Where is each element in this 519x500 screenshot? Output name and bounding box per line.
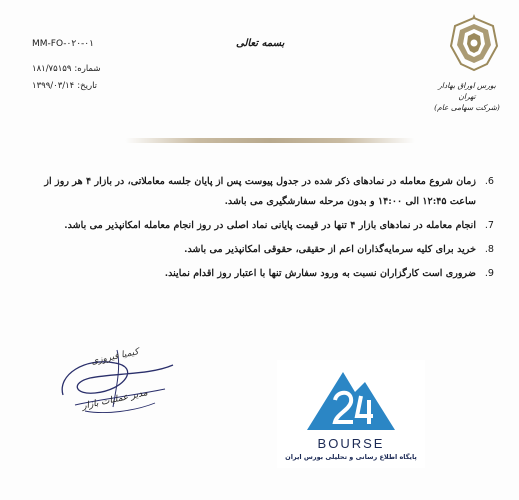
list-item [30, 264, 494, 284]
tehran-stock-exchange-seal-logo [447, 14, 501, 76]
header-divider [125, 138, 415, 143]
item-text: ضروری است کارگزاران نسبت به ورود سفارش تنها با اعتبار روز اقدام نمایند. [164, 268, 476, 279]
document-code: MM-FO-۰۲۰-۰۱ [32, 39, 94, 49]
date-value: ۱۳۹۹/۰۳/۱۴ [32, 81, 75, 91]
list-item [30, 240, 494, 260]
number-value: ۱۸۱/۷۵۱۵۹ [32, 64, 72, 74]
document-meta [32, 64, 112, 98]
item-list [30, 172, 494, 284]
item-number: .9 [484, 268, 494, 279]
signatory-name: کیمیا فیروزی [90, 347, 140, 367]
org-name-line1: بورس اوراق بهادار تهران [438, 81, 496, 101]
item-number: .8 [484, 244, 494, 255]
date-row [32, 81, 112, 98]
signatory-title: مدیر عملیات بازار [81, 388, 149, 412]
bourse24-tagline: پایگاه اطلاع رسانی و تحلیلی بورس ایران [285, 453, 417, 461]
list-item [30, 172, 494, 212]
number-row [32, 64, 112, 81]
item-text: زمان شروع معامله در نمادهای ذکر شده در جدول پیوست پس از پایان جلسه معاملاتی، در بازار ۴ هر روز از ساعت ۱۲:۴۵ الی ۱۴:۰۰ و بدون مرحله سفارشگیری می باشد. [44, 176, 476, 207]
item-text: انجام معامله در نمادهای بازار ۴ تنها در قیمت پایانی نماد اصلی در روز انجام معامله امکانپذیر می باشد. [64, 220, 476, 231]
bourse24-watermark-logo [277, 360, 425, 468]
item-number: .7 [484, 220, 494, 231]
item-number: .6 [484, 176, 494, 187]
org-name-line2: (شرکت سهامی عام) [434, 103, 500, 112]
list-item [30, 216, 494, 236]
bourse24-mountain-icon [277, 360, 425, 438]
number-label: شماره: [74, 64, 101, 74]
basmala-heading: بسمه تعالی [236, 38, 285, 49]
date-label: تاریخ: [77, 81, 98, 91]
bourse-wordmark: BOURSE [317, 436, 385, 451]
item-text: خرید برای کلیه سرمایه‌گذاران اعم از حقیقی، حقوقی امکانپذیر می باشد. [184, 244, 476, 255]
organization-name [432, 80, 502, 113]
